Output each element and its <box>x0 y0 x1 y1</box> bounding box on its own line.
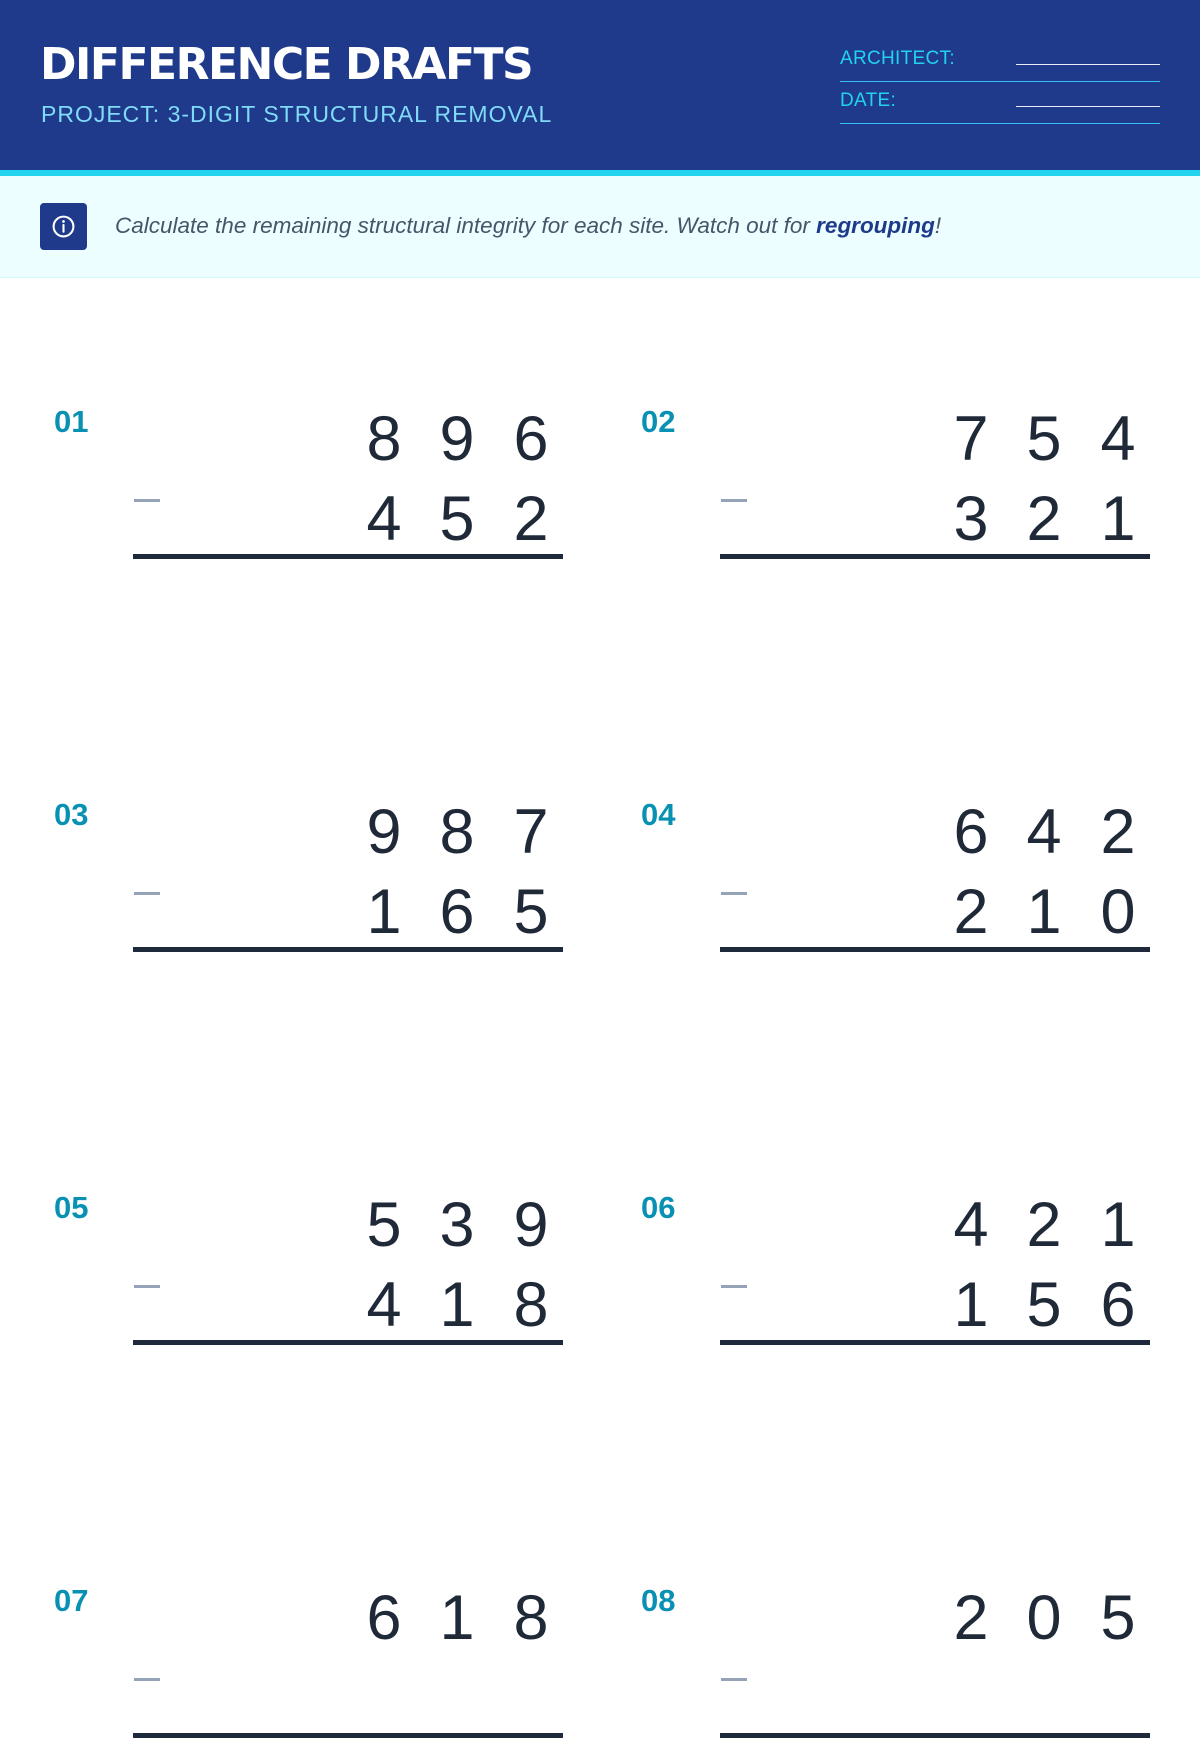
instruction-end: ! <box>934 213 942 238</box>
problem-03 <box>54 797 594 977</box>
problem-06 <box>641 1190 1181 1370</box>
answer-line[interactable] <box>720 1733 1150 1738</box>
architect-field[interactable] <box>840 40 1160 82</box>
problem-08 <box>641 1583 1181 1763</box>
minuend-digit: 9 <box>439 404 475 474</box>
subtrahend <box>354 877 554 947</box>
instruction-text <box>115 212 941 240</box>
problem-02 <box>641 404 1181 584</box>
info-icon <box>40 203 87 250</box>
minuend-digit: 6 <box>513 404 549 474</box>
architect-label: ARCHITECT: <box>840 48 955 69</box>
problem-number: 03 <box>54 797 89 832</box>
minuend-digit: 8 <box>366 404 402 474</box>
subtrahend <box>354 1270 554 1340</box>
minus-sign <box>721 499 747 502</box>
subtrahend-digit: 8 <box>513 1270 549 1340</box>
minuend-digit: 4 <box>953 1190 989 1260</box>
answer-line[interactable] <box>720 947 1150 952</box>
answer-line[interactable] <box>133 1340 563 1345</box>
meta-fields <box>840 40 1160 124</box>
minuend-digit: 7 <box>513 797 549 867</box>
minuend-digit: 1 <box>439 1583 475 1653</box>
problem-04 <box>641 797 1181 977</box>
minuend-digit: 8 <box>439 797 475 867</box>
subtrahend-digit: 1 <box>1026 877 1062 947</box>
subtrahend <box>354 1663 554 1733</box>
minuend-digit: 9 <box>366 797 402 867</box>
answer-line[interactable] <box>133 947 563 952</box>
problem-number: 06 <box>641 1190 676 1225</box>
subtrahend-digit: 2 <box>513 484 549 554</box>
date-label: DATE: <box>840 90 897 111</box>
minuend-digit: 4 <box>1100 404 1136 474</box>
answer-line[interactable] <box>133 1733 563 1738</box>
info-icon-glyph <box>51 214 76 239</box>
minus-sign <box>721 1285 747 1288</box>
answer-line[interactable] <box>720 554 1150 559</box>
minuend <box>941 1190 1141 1260</box>
instruction-emphasis: regrouping <box>816 213 935 238</box>
subtrahend-digit: 1 <box>439 1270 475 1340</box>
subtrahend-digit: 1 <box>953 1270 989 1340</box>
subtrahend-digit: 3 <box>953 484 989 554</box>
subtrahend-digit: 5 <box>439 484 475 554</box>
subtrahend-digit: 1 <box>366 877 402 947</box>
minus-sign <box>134 892 160 895</box>
minuend-digit: 3 <box>439 1190 475 1260</box>
page-title: DIFFERENCE DRAFTS <box>40 39 533 90</box>
minuend <box>941 1583 1141 1653</box>
minuend <box>354 404 554 474</box>
minuend-digit: 5 <box>1026 404 1062 474</box>
minuend-digit: 4 <box>1026 797 1062 867</box>
problem-number: 04 <box>641 797 676 832</box>
problem-07 <box>54 1583 594 1763</box>
minus-sign <box>134 1285 160 1288</box>
minuend-digit: 7 <box>953 404 989 474</box>
page-header <box>0 0 1200 176</box>
minuend-digit: 6 <box>953 797 989 867</box>
subtrahend-digit: 5 <box>513 877 549 947</box>
subtrahend <box>354 484 554 554</box>
architect-blank[interactable] <box>1016 64 1160 65</box>
minus-sign <box>134 1678 160 1681</box>
subtrahend-digit: 1 <box>1100 484 1136 554</box>
minuend <box>354 797 554 867</box>
minus-sign <box>721 892 747 895</box>
subtrahend-digit: 5 <box>1026 1270 1062 1340</box>
minus-sign <box>134 499 160 502</box>
subtrahend <box>941 877 1141 947</box>
problem-number: 08 <box>641 1583 676 1618</box>
subtrahend <box>941 484 1141 554</box>
problem-number: 02 <box>641 404 676 439</box>
minuend <box>354 1583 554 1653</box>
subtrahend-digit: 4 <box>366 1270 402 1340</box>
project-subtitle: PROJECT: 3-DIGIT STRUCTURAL REMOVAL <box>41 101 553 127</box>
subtrahend-digit: 0 <box>1100 877 1136 947</box>
subtrahend-digit: 2 <box>1026 484 1062 554</box>
minuend-digit: 5 <box>1100 1583 1136 1653</box>
problem-number: 01 <box>54 404 89 439</box>
answer-line[interactable] <box>133 554 563 559</box>
answer-line[interactable] <box>720 1340 1150 1345</box>
subtrahend <box>941 1663 1141 1733</box>
minuend <box>354 1190 554 1260</box>
date-field[interactable] <box>840 82 1160 124</box>
minuend-digit: 6 <box>366 1583 402 1653</box>
minuend-digit: 1 <box>1100 1190 1136 1260</box>
problem-01 <box>54 404 594 584</box>
minuend <box>941 404 1141 474</box>
minuend-digit: 5 <box>366 1190 402 1260</box>
problem-number: 05 <box>54 1190 89 1225</box>
minus-sign <box>721 1678 747 1681</box>
subtrahend-digit: 6 <box>439 877 475 947</box>
subtrahend-digit: 6 <box>1100 1270 1136 1340</box>
minuend <box>941 797 1141 867</box>
minuend-digit: 2 <box>1026 1190 1062 1260</box>
subtrahend-digit: 2 <box>953 877 989 947</box>
problem-05 <box>54 1190 594 1370</box>
minuend-digit: 2 <box>953 1583 989 1653</box>
minuend-digit: 2 <box>1100 797 1136 867</box>
subtrahend <box>941 1270 1141 1340</box>
minuend-digit: 0 <box>1026 1583 1062 1653</box>
subtrahend-digit: 4 <box>366 484 402 554</box>
instruction-main-text: Calculate the remaining structural integrity for each site. Watch out for <box>115 213 817 238</box>
minuend-digit: 8 <box>513 1583 549 1653</box>
problem-number: 07 <box>54 1583 89 1618</box>
date-blank[interactable] <box>1016 106 1160 107</box>
instruction-banner <box>0 176 1200 278</box>
minuend-digit: 9 <box>513 1190 549 1260</box>
